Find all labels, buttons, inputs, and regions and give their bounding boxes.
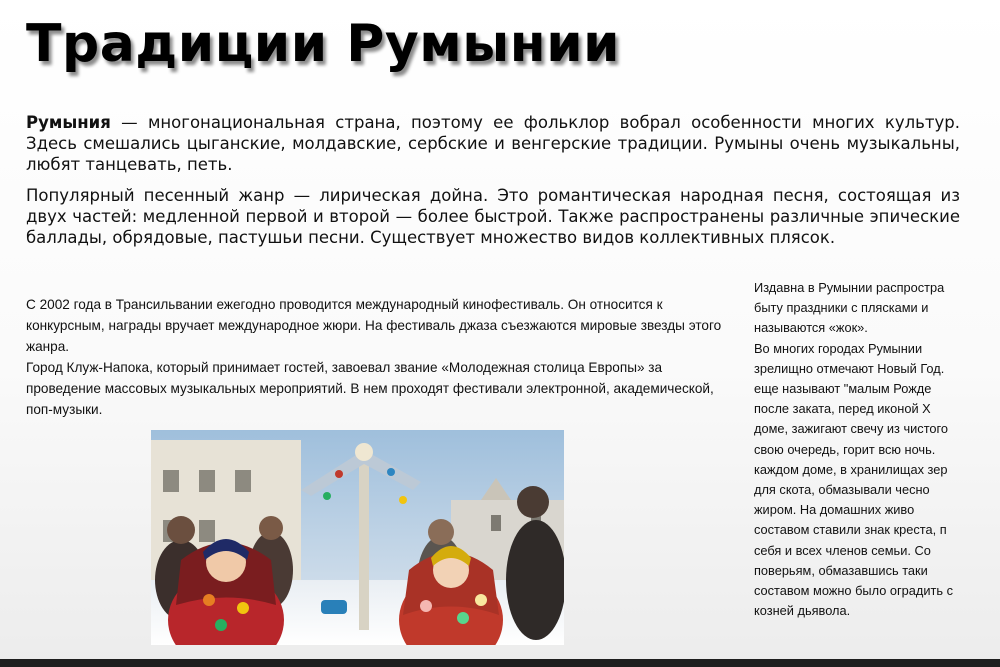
country-name: Румыния [26, 113, 111, 132]
traditions-line: каждом доме, в хранилищах зер [754, 461, 948, 477]
celebration-photo [151, 430, 564, 645]
traditions-line: составом можно было оградить с [754, 583, 954, 599]
traditions-line: Во многих городах Румынии [754, 340, 923, 356]
intro-paragraph-1-text: — многонациональная страна, поэтому ее фольклор вобрал особенности многих культур. Здесь смешались цыганские, молдавские, сербские и венгерские традиции. Румыны очень музыкальны, любят танцевать, петь. [26, 113, 960, 174]
traditions-line: свою очередь, горит всю ночь. [754, 441, 936, 457]
traditions-line: после заката, перед иконой Х [754, 401, 931, 417]
traditions-line: козней дьявола. [754, 603, 851, 619]
traditions-line: быту праздники с плясками и [754, 300, 929, 316]
traditions-line: составом ставили знак креста, п [754, 522, 947, 538]
festivals-paragraph-2: Город Клуж-Напока, который принимает гостей, завоевал звание «Молодежная столица Европы» за проведение массовых музыкальных мероприятий. В нем проходят фестивали электронной, академической, поп-музыки. [26, 360, 714, 417]
traditions-text [754, 278, 1000, 621]
traditions-paragraph [754, 278, 1000, 621]
traditions-line: жиром. На домашних живо [754, 502, 915, 518]
bottom-bar [0, 659, 1000, 667]
intro-text [26, 112, 960, 258]
festivals-paragraph-1: С 2002 года в Трансильвании ежегодно проводится международный кинофестиваль. Он относится к конкурсным, награды вручает международное жюри. На фестиваль джаза съезжаются мировые звезды этого жанра. [26, 297, 722, 354]
traditions-line: Издавна в Румынии распростра [754, 280, 945, 295]
traditions-line: себя и всех членов семьи. Со [754, 542, 931, 558]
traditions-line: для скота, обмазывали чесно [754, 482, 930, 498]
traditions-line: поверьям, обмазавшись таки [754, 562, 928, 578]
traditions-line: называются «жок». [754, 320, 868, 336]
intro-paragraph-2: Популярный песенный жанр — лирическая дойна. Это романтическая народная песня, состоящая из двух частей: медленной первой и второй — более быстрой. Также распространены различные эпические баллады, обрядовые, пастушьи песни. Существует множество видов коллективных плясок. [26, 186, 960, 247]
festivals-text [26, 294, 738, 420]
traditions-line: зрелищно отмечают Новый Год. [754, 360, 945, 376]
slide-title: Традиции Румынии [26, 14, 621, 74]
celebration-photo-illustration [151, 430, 564, 645]
traditions-line: доме, зажигают свечу из чистого [754, 421, 949, 437]
traditions-line: еще называют "малым Рожде [754, 381, 932, 397]
intro-paragraph-1 [26, 112, 960, 175]
